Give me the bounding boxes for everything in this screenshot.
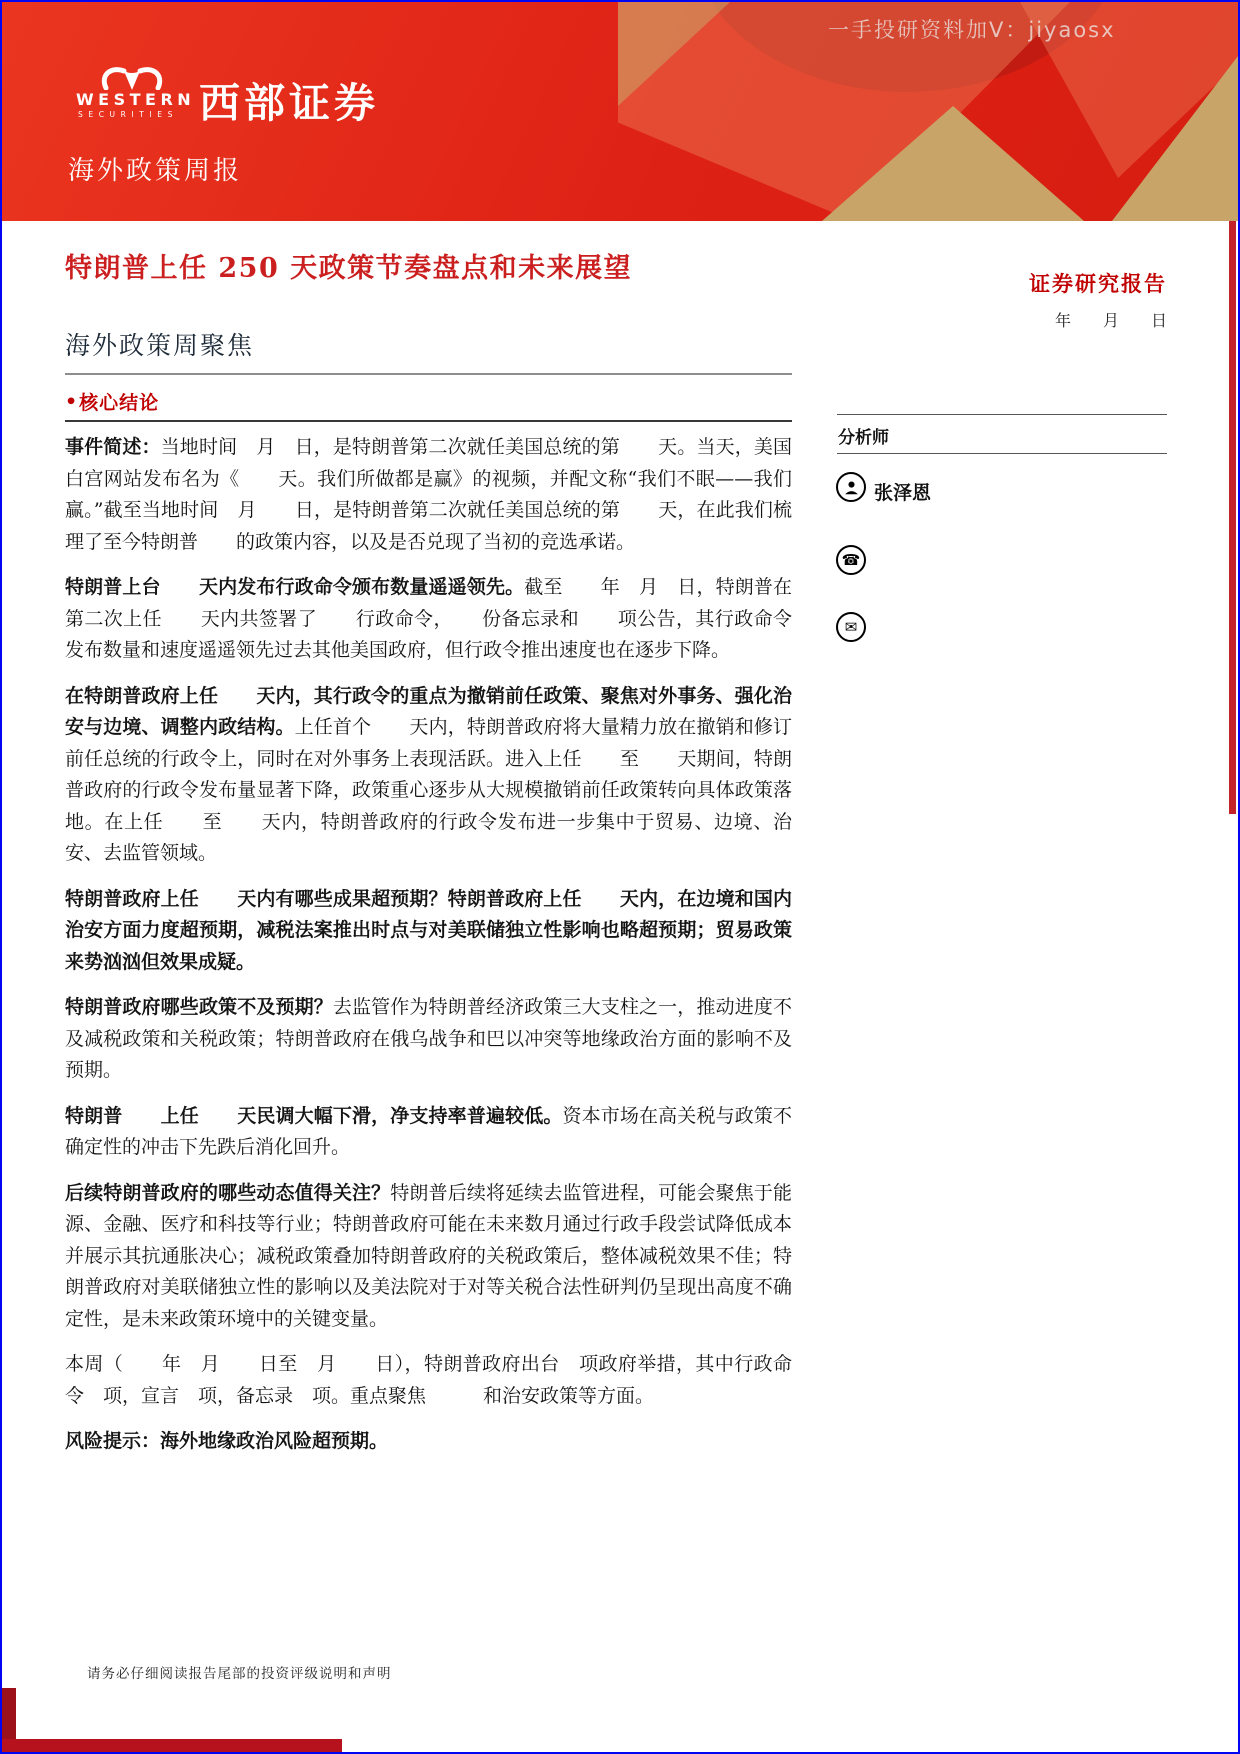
paragraph-lead: 事件简述： bbox=[65, 436, 161, 458]
divider bbox=[65, 420, 792, 422]
paragraph-text: 资本市场在高关税与政策不确定性的冲击下先跌后消化回升。 bbox=[65, 1104, 792, 1158]
divider bbox=[65, 373, 792, 375]
paragraph-lead: 特朗普上台 天内发布行政命令颁布数量遥遥领先。 bbox=[65, 576, 525, 598]
person-icon bbox=[836, 472, 866, 502]
divider bbox=[837, 453, 1167, 454]
paragraph bbox=[65, 572, 792, 667]
disclaimer-text: 请务必仔细阅读报告尾部的投资评级说明和声明 bbox=[87, 1666, 392, 1682]
analyst-name: 张泽恩 bbox=[874, 482, 932, 504]
core-conclusion-heading bbox=[65, 388, 159, 415]
core-conclusion-body bbox=[65, 432, 792, 1472]
paragraph bbox=[65, 1349, 792, 1412]
paragraph bbox=[65, 992, 792, 1087]
paragraph bbox=[65, 884, 792, 979]
paragraph-lead: 特朗普政府哪些政策不及预期？ bbox=[65, 996, 333, 1018]
divider bbox=[837, 414, 1167, 415]
watermark-text: 一手投研资料加V：jiyaosx bbox=[828, 18, 1116, 42]
paragraph bbox=[65, 432, 792, 558]
paragraph bbox=[65, 1426, 792, 1458]
phone-icon: ☎ bbox=[836, 545, 866, 575]
core-conclusion-label: 核心结论 bbox=[79, 392, 160, 414]
paragraph-lead: 特朗普 上任 天民调大幅下滑，净支持率普遍较低。 bbox=[65, 1104, 563, 1127]
paragraph-text: 上任首个 天内，特朗普政府将大量精力放在撤销和修订前任总统的行政令上，同时在对外事务上表现活跃。进入上任 至 天期间，特朗普政府的行政令发布量显著下降，政策重心逐步从大规模撤销前任政策转向具体政策落地。在上任 至 天内，特朗普政府的行政令发布进一步集中于贸易、边境、治安、去监管领域。 bbox=[65, 716, 792, 864]
brand-name-cn: 西部证券 bbox=[199, 79, 379, 127]
paragraph-text: 截至 年 月 日，特朗普在第二次上任 天内共签署了 行政命令， 份备忘录和 项公告，其行政命令发布数量和速度遥遥领先过去其他美国政府，但行政令推出速度也在逐步下降。 bbox=[65, 576, 792, 661]
analyst-label: 分析师 bbox=[838, 428, 889, 448]
report-series-title: 海外政策周报 bbox=[68, 156, 243, 186]
paragraph-text: 特朗普后续将延续去监管进程，可能会聚焦于能源、金融、医疗和科技等行业；特朗普政府可能在未来数月通过行政手段尝试降低成本并展示其抗通胀决心；减税政策叠加特朗普政府的关税政策后，整体减税效果不佳；特朗普政府对美联储独立性的影响以及美法院对于对等关税合法性研判仍呈现出高度不确定性，是未来政策环境中的关键变量。 bbox=[65, 1181, 792, 1330]
report-date: 年 月 日 bbox=[1054, 311, 1167, 330]
mail-icon: ✉ bbox=[836, 612, 866, 642]
paragraph-text: 去监管作为特朗普经济政策三大支柱之一，推动进度不及减税政策和关税政策；特朗普政府在俄乌战争和巴以冲突等地缘政治方面的影响不及预期。 bbox=[65, 996, 792, 1081]
brand-name-en: WESTERN bbox=[76, 90, 196, 109]
paragraph-lead: 风险提示：海外地缘政治风险超预期。 bbox=[65, 1430, 389, 1452]
bullet-icon: • bbox=[65, 390, 78, 413]
paragraph-text: 当地时间 月 日，是特朗普第二次就任美国总统的第 天。当天，美国白宫网站发布名为《 天。我们所做都是赢》的视频，并配文称“我们不眠——我们赢。”截至当地时间 月 日，是特朗普第二次就任美国总统的第 天，在此我们梳理了至今特朗普 的政策内容，以及是否兑现了当初的竞选承诺。 bbox=[65, 436, 792, 553]
brand-subname-en: SECURITIES bbox=[78, 110, 178, 119]
page-title: 特朗普上任 250 天政策节奏盘点和未来展望 bbox=[65, 253, 633, 284]
page-subtitle: 海外政策周聚焦 bbox=[65, 331, 255, 360]
corner-accent-horizontal bbox=[2, 1739, 342, 1752]
paragraph-lead: 特朗普政府上任 天内有哪些成果超预期？特朗普政府上任 天内，在边境和国内治安方面力度超预期，减税法案推出时点与对美联储独立性影响也略超预期；贸易政策来势汹汹但效果成疑。 bbox=[65, 887, 792, 973]
header-banner bbox=[2, 2, 1238, 221]
report-type-label: 证券研究报告 bbox=[1029, 271, 1167, 296]
paragraph bbox=[65, 1178, 792, 1336]
paragraph bbox=[65, 1101, 792, 1164]
paragraph-lead: 后续特朗普政府的哪些动态值得关注？ bbox=[65, 1181, 391, 1204]
paragraph bbox=[65, 681, 792, 870]
right-edge-stripe bbox=[1229, 221, 1236, 814]
paragraph-lead: 在特朗普政府上任 天内，其行政令的重点为撤销前任政策、聚焦对外事务、强化治安与边境、调整内政结构。 bbox=[65, 684, 792, 738]
paragraph-text: 本周（ 年 月 日至 月 日），特朗普政府出台 项政府举措，其中行政命令 项，宣言 项，备忘录 项。重点聚焦 和治安政策等方面。 bbox=[65, 1353, 792, 1407]
